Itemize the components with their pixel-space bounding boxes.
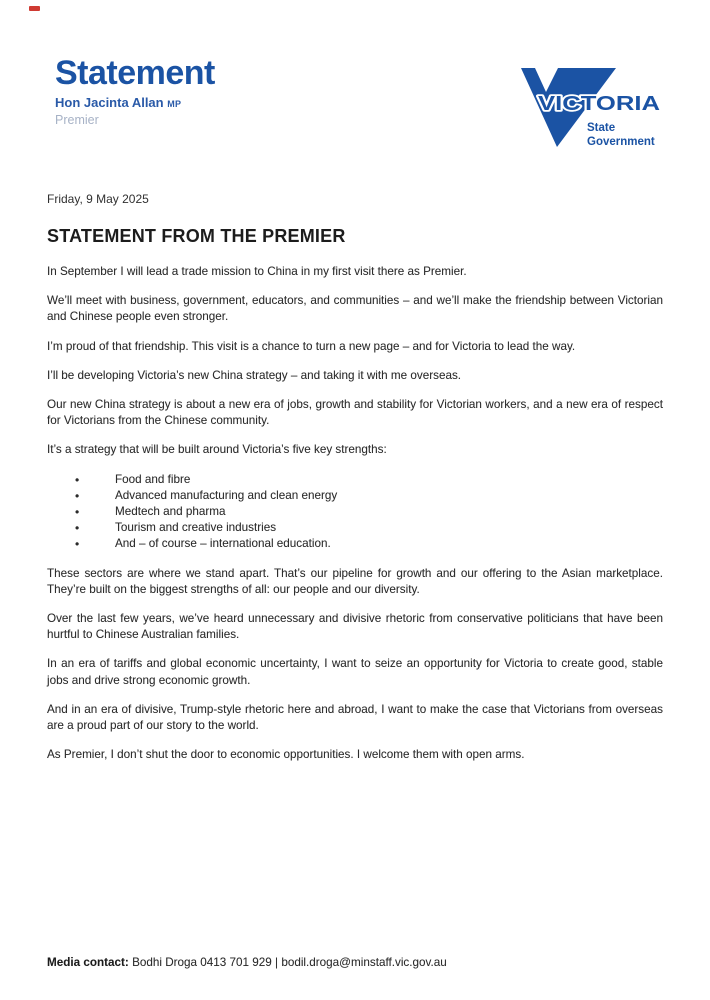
key-strengths-list (47, 472, 663, 553)
paragraph: I’ll be developing Victoria’s new China strategy – and taking it with me overseas. (47, 368, 462, 382)
paragraph: It’s a strategy that will be built around Victoria’s five key strengths: (47, 443, 387, 457)
paragraph: As Premier, I don’t shut the door to economic opportunities. I welcome them with open arms. (47, 748, 525, 762)
list-item: • And – of course – international education. (47, 536, 663, 552)
logo-wordmark: VICTORIA (538, 93, 660, 115)
document-body (47, 192, 663, 776)
paragraph: Our new China strategy is about a new era of jobs, growth and stability for Victorian workers, and a new era of respect for Victorians from the Chinese community. (47, 398, 663, 428)
paragraph: And in an era of divisive, Trump-style rhetoric here and abroad, I want to make the case that Victorians from overseas are a proud part of our story to the world. (47, 702, 663, 733)
list-item: • Food and fibre (47, 472, 663, 488)
paragraph: In September I will lead a trade mission to China in my first visit there as Premier. (47, 265, 467, 278)
author-name: Hon Jacinta Allan (55, 95, 164, 110)
logo-government-label: Government (587, 136, 655, 148)
author-title: Premier (55, 113, 99, 127)
document-title: STATEMENT FROM THE PREMIER (47, 226, 346, 246)
list-item: • Tourism and creative industries (47, 520, 663, 536)
author-postnominal: MP (167, 99, 182, 109)
masthead-title: Statement (55, 54, 215, 92)
logo-state-label: State (587, 122, 616, 134)
media-contact-label: Media contact: (47, 956, 129, 969)
media-contact-details: Bodhi Droga 0413 701 929 | bodil.droga@minstaff.vic.gov.au (132, 956, 447, 969)
paragraph: I’m proud of that friendship. This visit is a chance to turn a new page – and for Victoria to lead the way. (47, 339, 576, 353)
letterhead (55, 56, 215, 127)
author-line (55, 96, 215, 111)
document-date: Friday, 9 May 2025 (47, 192, 149, 206)
paragraph: We’ll meet with business, government, educators, and communities – and we’ll make the friendship between Victorian and Chinese people even stronger. (47, 294, 663, 324)
victoria-state-government-logo (513, 58, 663, 150)
paragraph: In an era of tariffs and global economic uncertainty, I want to seize an opportunity for Victoria to create good, stable jobs and drive strong economic growth. (47, 657, 663, 687)
paragraph: These sectors are where we stand apart. That’s our pipeline for growth and our offering to the Asian marketplace. They’re built on the biggest strengths of all: our people and our diversity. (47, 566, 663, 596)
list-item: • Medtech and pharma (47, 504, 663, 520)
scan-artifact-mark (29, 6, 40, 11)
list-item: • Advanced manufacturing and clean energy (47, 488, 663, 504)
paragraph: Over the last few years, we’ve heard unnecessary and divisive rhetoric from conservative politicians that have been hurtful to Chinese Australian families. (47, 612, 663, 642)
media-contact-footer (47, 956, 663, 969)
